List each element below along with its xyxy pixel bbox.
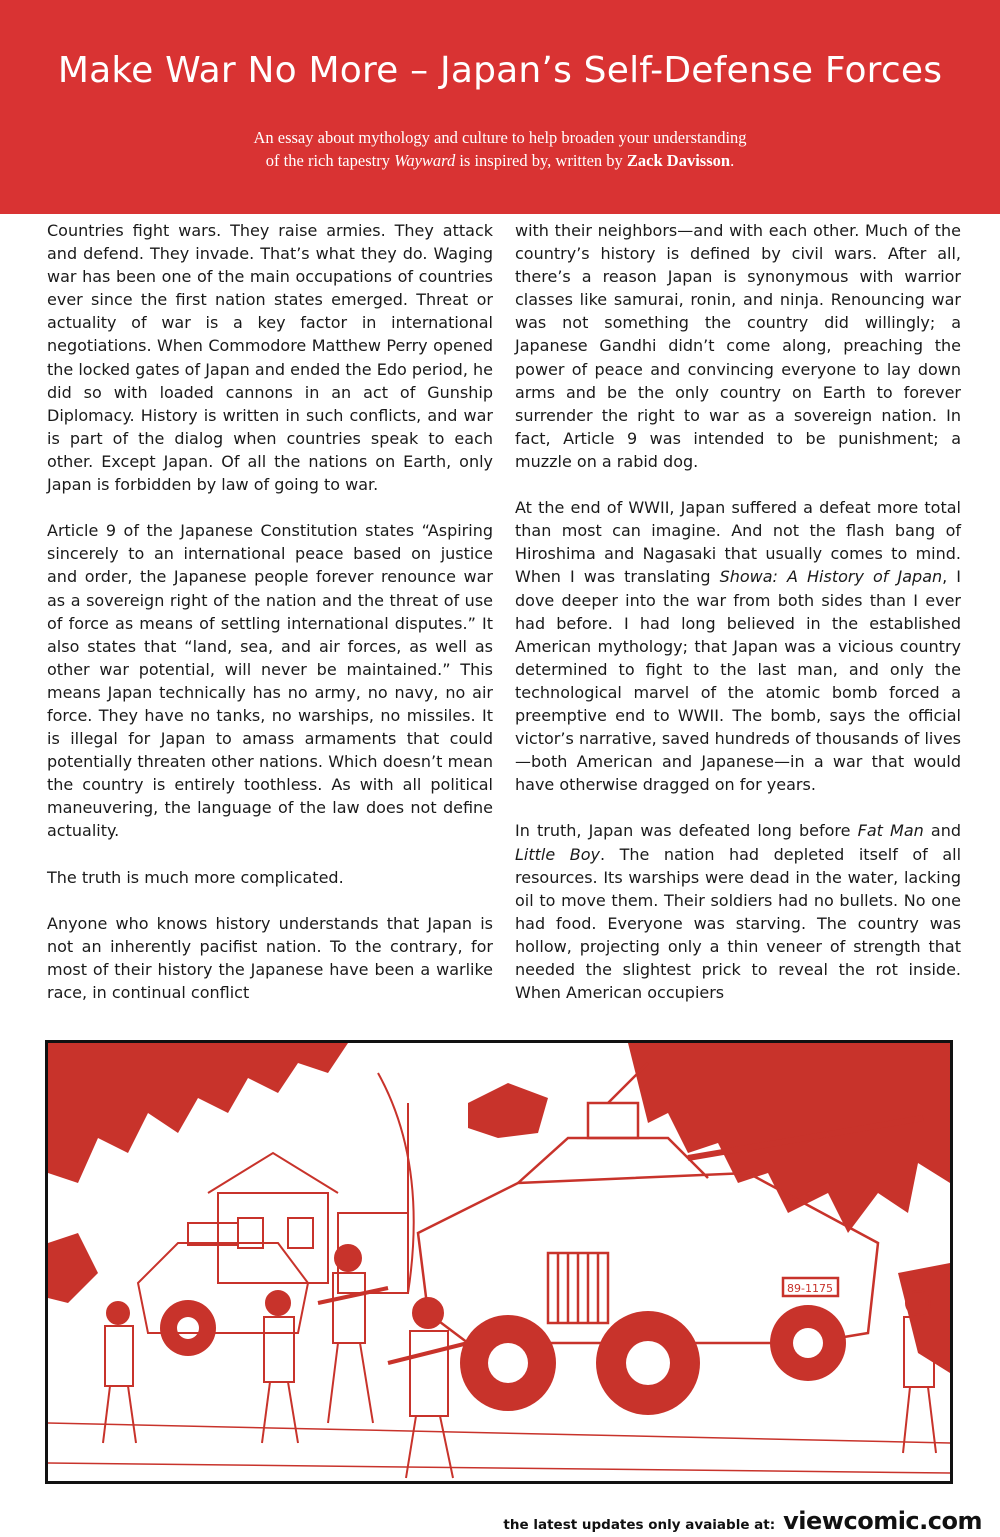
- subtitle-line-1: An essay about mythology and culture to help broaden your understanding: [253, 128, 747, 147]
- paragraph: Article 9 of the Japanese Constitution states “Aspiring sincerely to an international peace based on justice and order, the Japanese people forever renounce war as a sovereign right of the nation and the threat of use of force as means of settling international disputes.” It also states that “land, sea, and air forces, as well as other war potential, will never be maintained.” This means Japan technically has no army, no navy, no air force. They have no tanks, no warships, no missiles. It is illegal for Japan to amass armaments that could potentially threaten other nations. Which doesn’t mean the country is entirely toothless. As with all political maneuvering, the language of the law does not define actuality.: [47, 521, 493, 841]
- subtitle-text: .: [730, 151, 735, 170]
- subtitle: [0, 126, 1000, 172]
- footer: [503, 1507, 982, 1533]
- road-lines: [48, 1423, 950, 1473]
- soldier: [262, 1291, 298, 1443]
- buildings: [208, 1073, 414, 1293]
- illustration-panel: [45, 1040, 953, 1484]
- soldier: [388, 1298, 468, 1478]
- footer-text: the latest updates only avaiable at:: [503, 1517, 776, 1533]
- article-column-left: [47, 219, 493, 1004]
- subtitle-text: of the rich tapestry: [265, 151, 395, 170]
- bomb-name: Fat Man: [857, 821, 924, 841]
- article-column-right: [515, 219, 961, 1004]
- page-title: Make War No More – Japan’s Self-Defense Forces: [57, 50, 943, 91]
- paragraph: with their neighbors—and with each other. Much of the country’s history is defined by civil wars. After all, there’s a reason Japan is synonymous with warrior classes like samurai, ronin, and ninja. Renouncing war was not something the country did willingly; a Japanese Gandhi didn’t come along, preaching the power of peace and convincing everyone to lay down arms and be the only country on Earth to forever surrender the right to war as a sovereign nation. In fact, Article 9 was intended to be punishment; a muzzle on a rabid dog.: [515, 221, 961, 471]
- paragraph-text: , I dove deeper into the war from both sides than I ever had before. I had long believed in the established American mythology; that Japan was a vicious country determined to fight to the last man, and only the technological marvel of the atomic bomb forced a preemptive end to WWII. The bomb, says the official victor’s narrative, saved hundreds of thousands of lives—both American and Japanese—in a war that would have otherwise dragged on for years.: [515, 567, 962, 795]
- paragraph: [515, 496, 961, 796]
- soldier: [103, 1302, 136, 1443]
- author-name: Zack Davisson: [626, 151, 731, 170]
- paragraph: The truth is much more complicated.: [47, 867, 344, 887]
- book-title: Showa: A History of Japan: [719, 567, 943, 587]
- header-banner: [0, 0, 1000, 214]
- paragraph-text: and: [923, 821, 962, 841]
- military-convoy-illustration: [48, 1043, 950, 1481]
- subtitle-line-2: [0, 149, 1000, 172]
- paragraph: [515, 819, 961, 1004]
- paragraph-text: . The nation had depleted itself of all resources. Its warships were dead in the water, lacking oil to move them. Their soldiers had no bullets. No one had food. Everyone was starving. The country was hollow, projecting only a thin veneer of strength that needed the slightest prick to reveal the rot inside. When American occupiers: [515, 844, 962, 1003]
- bomb-name: Little Boy: [515, 844, 600, 864]
- paragraph-text: In truth, Japan was defeated long before: [515, 821, 858, 841]
- subtitle-text: is inspired by, written by: [455, 151, 627, 170]
- paragraph-text: At the end of WWII, Japan suffered a defeat more total than most can imagine. And not the flash bang of Hiroshima and Nagasaki that usually comes to mind. When I was translating: [515, 498, 961, 587]
- paragraph: Countries fight wars. They raise armies. They attack and defend. They invade. That’s what they do. Waging war has been one of the main occupations of countries ever since the first nation states emerged. Threat or actuality of war is a key factor in international negotiations. When Commodore Matthew Perry opened the locked gates of Japan and ended the Edo period, he did so with loaded cannons in an act of Gunship Diplomacy. History is written in such conflicts, and war is part of the dialog when countries speak to each other. Except Japan. Of all the nations on Earth, only Japan is forbidden by law of going to war.: [47, 221, 493, 495]
- paragraph: Anyone who knows history understands that Japan is not an inherently pacifist nation. To the contrary, for most of their history the Japanese have been a warlike race, in continual conflict: [47, 913, 493, 1003]
- vehicle-plate: 89-1175: [787, 1282, 833, 1295]
- subtitle-work-title: Wayward: [394, 151, 456, 170]
- footer-site-link[interactable]: viewcomic.com: [783, 1507, 982, 1535]
